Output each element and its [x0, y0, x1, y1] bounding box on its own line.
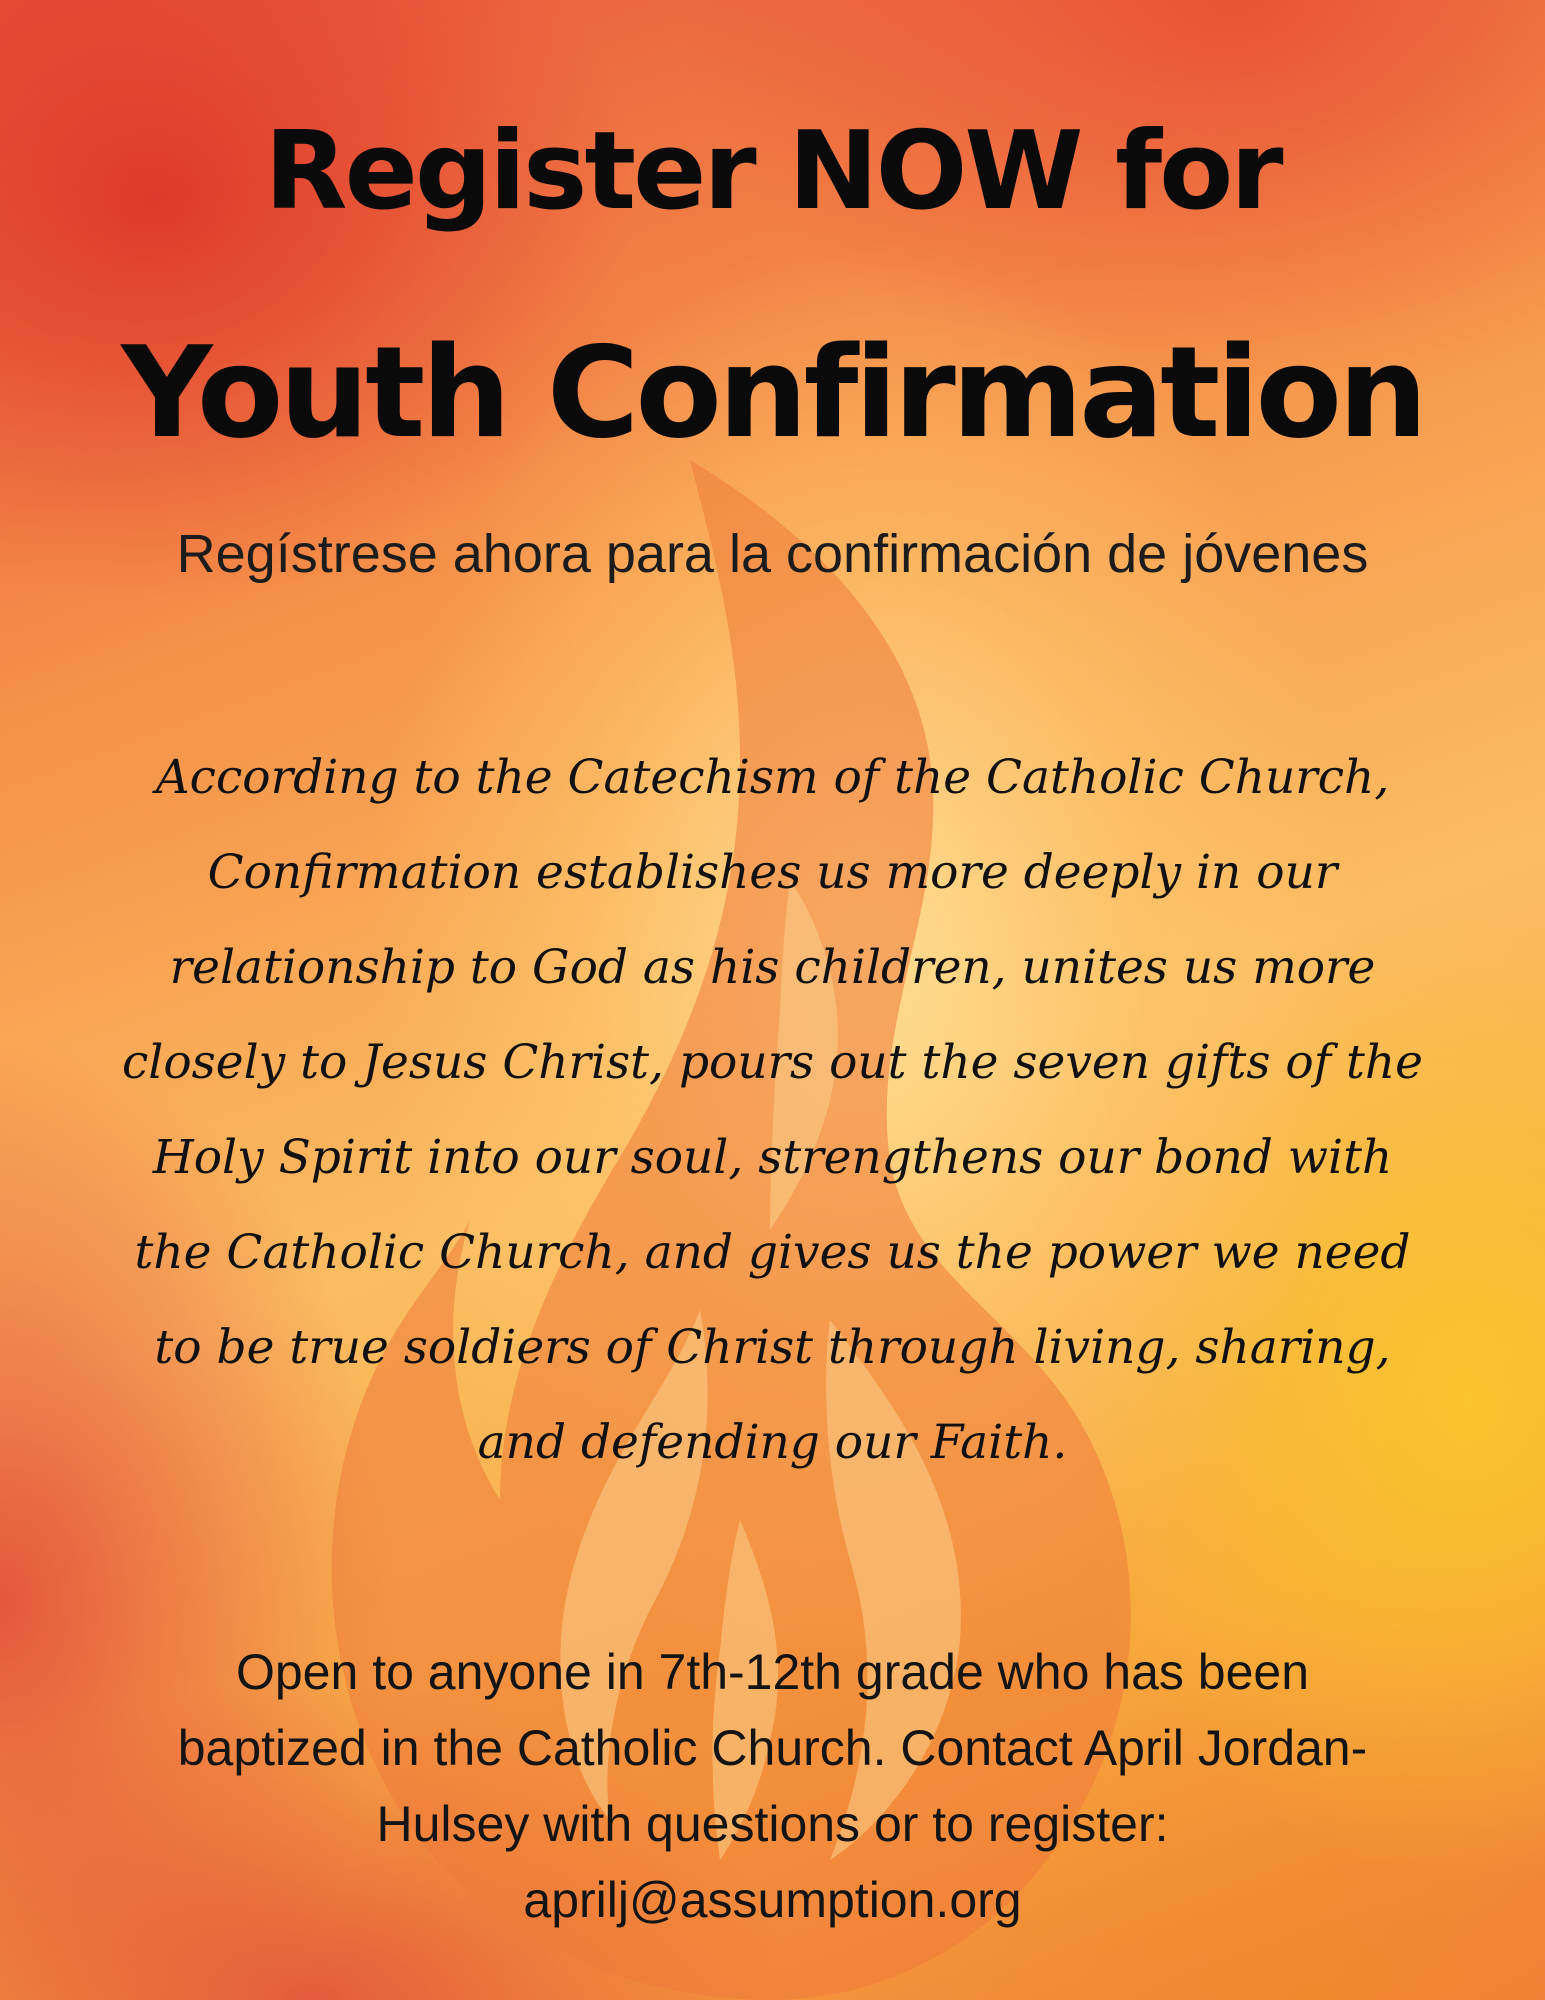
title-youth-confirmation: Youth Confirmation: [121, 319, 1424, 466]
subtitle-spanish: Regístrese ahora para la confirmación de jóvenes: [176, 524, 1369, 584]
contact-paragraph: Open to anyone in 7th-12th grade who has been baptized in the Catholic Church. Contact April Jordan-Hulsey with questions or to register: aprilj@assumption.org: [177, 1644, 1368, 1928]
title-register-now: Register NOW for: [264, 109, 1281, 234]
catechism-paragraph: According to the Catechism of the Catholic Church, Confirmation establishes us more deeply in our relationship to God as his children, unites us more closely to Jesus Christ, pours out the seven gifts of the Holy Spirit into our soul, strengthens our bond with the Catholic Church, and gives us the power we need to be true soldiers of Christ through living, sharing, and defending our Faith.: [121, 750, 1423, 1470]
